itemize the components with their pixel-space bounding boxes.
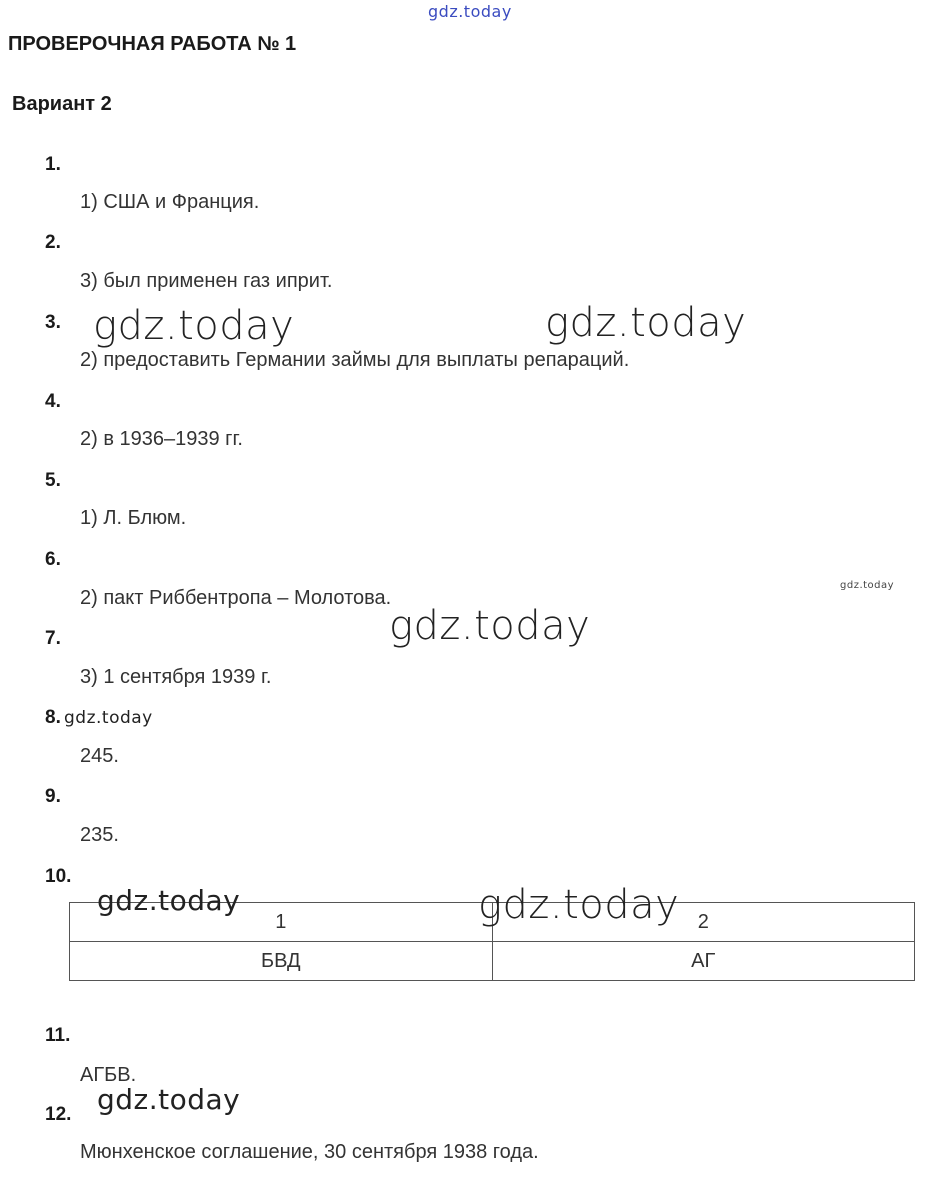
watermark: gdz.today	[545, 300, 747, 346]
page-title: ПРОВЕРОЧНАЯ РАБОТА № 1	[8, 33, 297, 55]
question-number: 10.	[45, 866, 72, 887]
question-number: 3.	[45, 312, 61, 333]
watermark-inline: gdz.today	[64, 708, 153, 728]
watermark: gdz.today	[478, 882, 680, 928]
question-number: 7.	[45, 628, 61, 649]
question-number: 2.	[45, 232, 61, 253]
watermark: gdz.today	[97, 1083, 241, 1116]
answer-text: 235.	[80, 824, 119, 846]
variant-heading: Вариант 2	[12, 93, 112, 115]
question-number: 6.	[45, 549, 61, 570]
watermark: gdz.today	[97, 884, 241, 917]
answer-text: 245.	[80, 745, 119, 767]
watermark: gdz.today	[389, 603, 591, 649]
table-header-cell: 1	[70, 903, 493, 942]
watermark: gdz.today	[93, 303, 295, 349]
table-cell: БВД	[70, 942, 493, 981]
answer-text: 2) в 1936–1939 гг.	[80, 428, 243, 450]
answer-text: 1) Л. Блюм.	[80, 507, 187, 529]
answer-text: 2) пакт Риббентропа – Молотова.	[80, 587, 392, 609]
question-number: 9.	[45, 786, 61, 807]
table-cell: АГ	[492, 942, 915, 981]
answer-text: Мюнхенское соглашение, 30 сентября 1938 года.	[80, 1141, 539, 1163]
answer-text: 1) США и Франция.	[80, 191, 260, 213]
answer-text: АГБВ.	[80, 1064, 137, 1086]
table-row	[70, 942, 915, 981]
question-number: 12.	[45, 1104, 72, 1125]
question-number: 11.	[45, 1025, 71, 1046]
answer-text: 2) предоставить Германии займы для выплаты репараций.	[80, 349, 630, 371]
question-number: 8.	[45, 707, 61, 728]
watermark-top: gdz.today	[428, 2, 512, 21]
watermark-small: gdz.today	[840, 580, 895, 591]
question-number: 1.	[45, 154, 61, 175]
question-number: 5.	[45, 470, 61, 491]
question-number: 4.	[45, 391, 61, 412]
table-header-cell: 2	[492, 903, 915, 942]
answer-text: 3) был применен газ иприт.	[80, 270, 333, 292]
answer-text: 3) 1 сентября 1939 г.	[80, 666, 272, 688]
